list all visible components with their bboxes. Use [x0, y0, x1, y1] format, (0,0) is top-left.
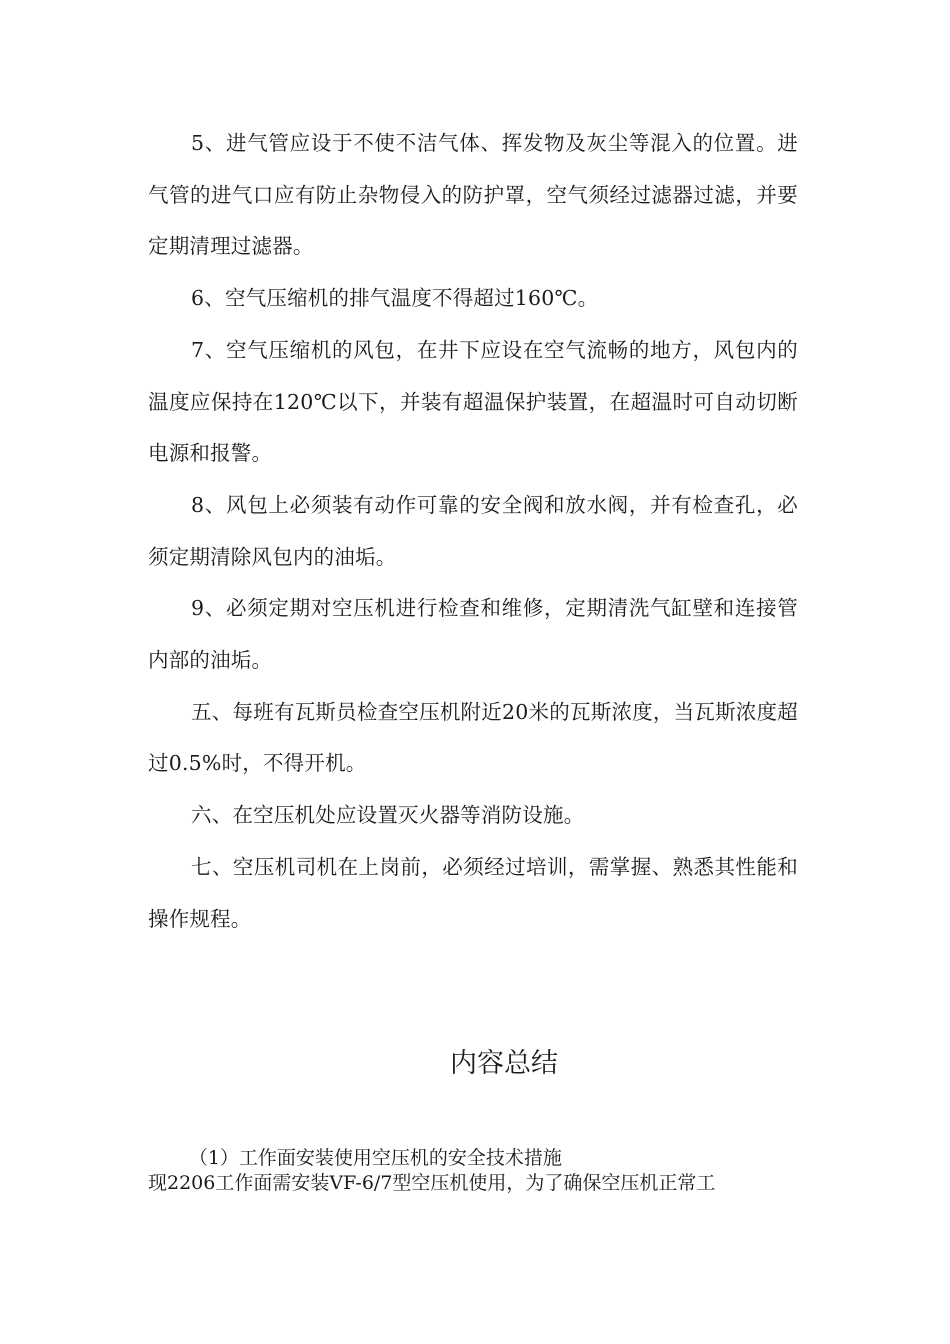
- paragraph-section-5: 五、每班有瓦斯员检查空压机附近20米的瓦斯浓度，当瓦斯浓度超过0.5%时，不得开机。: [148, 699, 798, 776]
- summary-block: [148, 1146, 798, 1196]
- paragraph-item-6: 6、空气压缩机的排气温度不得超过160℃。: [191, 286, 599, 311]
- summary-text: 现2206工作面需安装VF-6/7型空压机使用，为了确保空压机正常工: [148, 1172, 716, 1194]
- paragraph-section-7: 七、空压机司机在上岗前，必须经过培训，需掌握、熟悉其性能和操作规程。: [148, 854, 798, 931]
- paragraph-item-8: 8、风包上必须装有动作可靠的安全阀和放水阀，并有检查孔，必须定期清除风包内的油垢。: [148, 492, 798, 569]
- body-text: [148, 118, 798, 945]
- paragraph-item-7: 7、空气压缩机的风包，在井下应设在空气流畅的地方，风包内的温度应保持在120℃以下，并装有超温保护装置，在超温时可自动切断电源和报警。: [148, 337, 798, 466]
- summary-title: 内容总结: [450, 1048, 558, 1079]
- paragraph-item-5: 5、进气管应设于不使不洁气体、挥发物及灰尘等混入的位置。进气管的进气口应有防止杂物侵入的防护罩，空气须经过滤器过滤，并要定期清理过滤器。: [148, 131, 798, 259]
- paragraph-section-6: 六、在空压机处应设置灭火器等消防设施。: [191, 803, 585, 828]
- summary-subtitle: （1）工作面安装使用空压机的安全技术措施: [188, 1147, 562, 1169]
- paragraph-item-9: 9、必须定期对空压机进行检查和维修，定期清洗气缸壁和连接管内部的油垢。: [148, 596, 798, 673]
